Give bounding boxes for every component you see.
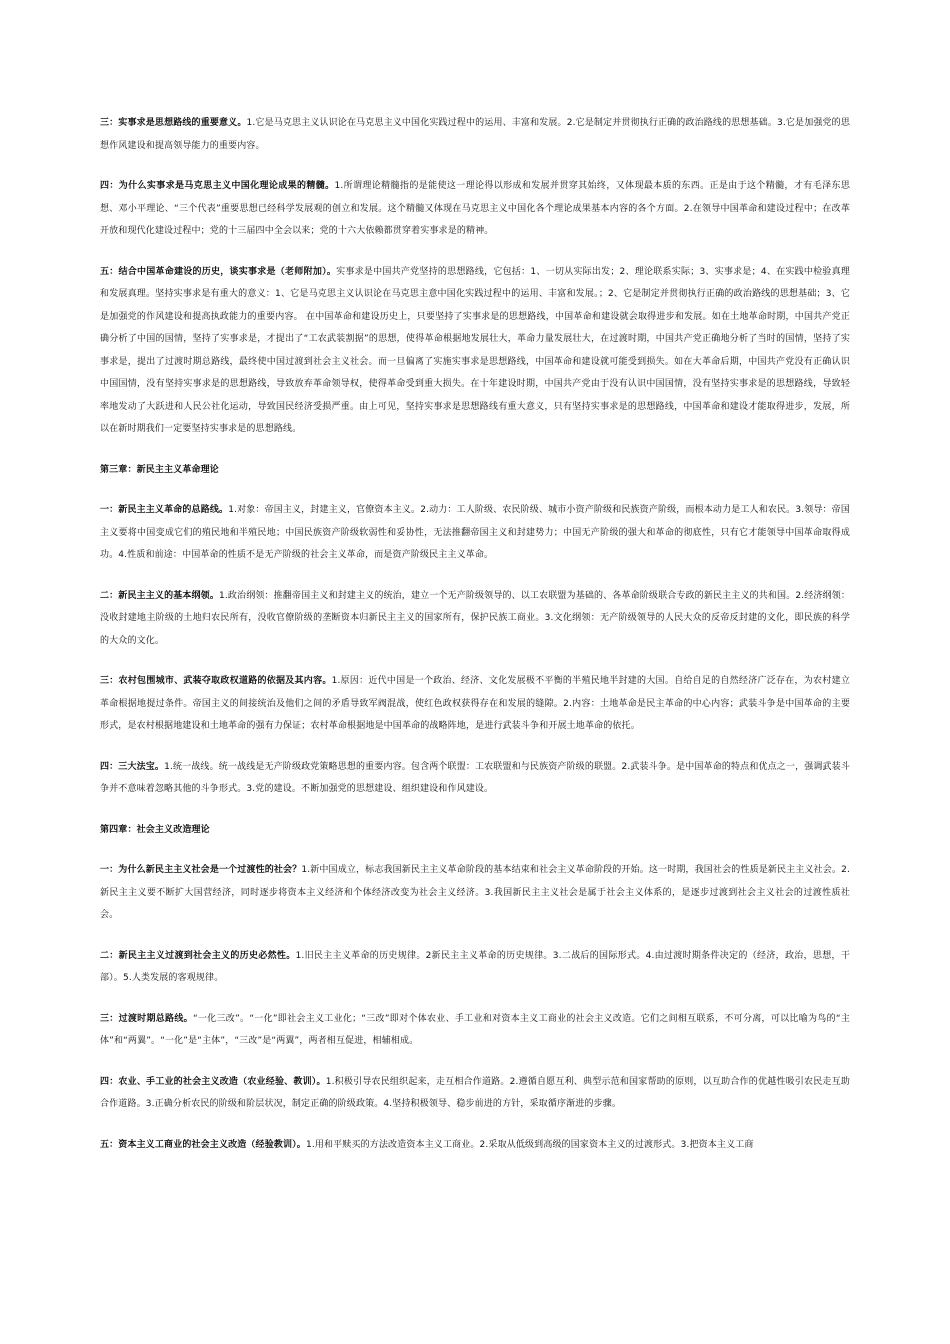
section-title: 四：三大法宝。 xyxy=(100,761,165,772)
section-essence xyxy=(100,175,850,243)
section-body: 1.积极引导农民组织起来，走互相合作道路。2.遵循自愿互利、典型示范和国家帮助的原则，以互助合作的优越性吸引农民走互助合作道路。3.正确分析农民的阶级和阶层状况，制定正确的阶级政策。4.坚持积极领导、稳步前进的方针，采取循序渐进的步骤。 xyxy=(100,1076,850,1109)
section-title: 四：为什么实事求是马克思主义中国化理论成果的精髓。 xyxy=(100,181,335,191)
section-transition-line xyxy=(100,1008,850,1053)
section-practical-meaning xyxy=(100,112,850,157)
section-body: 1.用和平赎买的方法改造资本主义工商业。2.采取从低级到高级的国家资本主义的过渡形式。3.把资本主义工商 xyxy=(305,1139,754,1150)
section-transitional-society xyxy=(100,859,850,927)
section-body: 1.它是马克思主义认识论在马克思主义中国化实践过程中的运用、丰富和发展。2.它是制定并贯彻执行正确的政治路线的思想基础。3.它是加强党的思想作风建设和提高领导能力的重要内容。 xyxy=(100,118,850,151)
section-three-treasures xyxy=(100,756,850,801)
document-body xyxy=(100,112,850,1174)
section-body: 1.统一战线。统一战线是无产阶级政党策略思想的重要内容。包含两个联盟：工农联盟和与民族资产阶级的联盟。2.武装斗争。是中国革命的特点和优点之一，强调武装斗争并不意味着忽略其他的斗争形式。3.党的建设。不断加强党的思想建设、组织建设和作风建设。 xyxy=(100,761,850,794)
section-body: 1.政治纲领：推翻帝国主义和封建主义的统治，建立一个无产阶级领导的、以工农联盟为基础的、各革命阶级联合专政的新民主主义的共和国。2.经济纲领：没收封建地主阶级的土地归农民所有，没收官僚阶级的垄断资本归新民主主义的国家所有，保护民族工商业。3.文化纲领：无产阶级领导的人民大众的反帝反封建的文化，即民族的科学的大众的文化。 xyxy=(100,590,851,646)
section-title: 一：新民主主义革命的总路线。 xyxy=(100,505,229,515)
section-general-line xyxy=(100,499,850,567)
section-title: 二：新民主主义的基本纲领。 xyxy=(100,590,219,601)
section-title: 四：农业、手工业的社会主义改造（农业经验、教训）。 xyxy=(100,1076,326,1087)
chapter-3-heading: 第三章：新民主主义革命理论 xyxy=(100,464,219,475)
section-body: 1.新中国成立，标志我国新民主主义革命阶段的基本结束和社会主义革命阶段的开始。这一时期，我国社会的性质是新民主主义社会。2.新民主主义要不断扩大国营经济，同时逐步将资本主义经济和个体经济改变为社会主义经济。3.我国新民主主义社会是属于社会主义体系的，是逐步过渡到社会主义社会的过渡性质社会。 xyxy=(100,865,850,920)
section-body: 1.原因：近代中国是一个政治、经济、文化发展极不平衡的半殖民地半封建的大国。自给自足的自然经济广泛存在，为农村建立革命根据地提过条件。帝国主义的间接统治及他们之间的矛盾导致军阀混战，使红色政权获得存在和发展的缝隙。2.内容：土地革命是民主革命的中心内容；武装斗争是中国革命的主要形式，是农村根据地建设和土地革命的强有力保证；农村革命根据地是中国革命的战略阵地，是进行武装斗争和开展土地革命的依托。 xyxy=(100,676,850,731)
section-body: 实事求是中国共产党坚持的思想路线，它包括：1、一切从实际出发；2、理论联系实际；3、实事求是；4、在实践中检验真理和发展真理。坚持实事求是有重大的意义：1、它是马克思主义认识论在马克思主意中国化实践过程中的运用、丰富和发展。；2、它是制定并贯彻执行正确的政治路线的思想基础；3、它是加强党的作风建设和提高执政能力的重要内容。 在中国革命和建设历史上，只要坚持了实事求是的思想路线，中国革命和建设就会取得进步和发展。如在土地革命时期，中国共产党正确分析了中国的国情，坚持了实事求是，才提出了“工农武装割据”的思想，使得革命根据地发展壮大，革命力量发展壮大，在过渡时期，中国共产党正确地分析了当时的国情，坚持了实事求是，提出了过渡时期总路线，最终使中国过渡到社会主义社会。而一旦偏离了实施实事求是思想路线，中国革命和建设就可能受到损失。如在大革命后期，中国共产党没有正确认识中国国情，没有坚持实事求是的思想路线，导致放弃革命领导权，使得革命受到重大损失。在十年建设时期，中国共产党由于没有认识中国国情，没有坚持实事求是的思想路线，导致轻率地发动了大跃进和人民公社化运动，导致国民经济受损严重。由上可见，坚持实事求是思想路线有重大意义，只有坚持实事求是的思想路线，中国革命和建设才能取得进步，发展，所以在新时期我们一定要坚持实事求是的思想路线。 xyxy=(100,266,850,434)
section-title: 一：为什么新民主主义社会是一个过渡性的社会？ xyxy=(100,865,302,875)
section-title: 三：农村包围城市、武装夺取政权道路的依据及其内容。 xyxy=(100,676,332,686)
section-title: 五：结合中国革命建设的历史，谈实事求是（老师附加）。 xyxy=(100,266,337,277)
section-title: 二：新民主主义过渡到社会主义的历史必然性。 xyxy=(100,950,296,961)
section-title: 三：实事求是思想路线的重要意义。 xyxy=(100,118,247,128)
section-title: 五：资本主义工商业的社会主义改造（经验教训）。 xyxy=(100,1139,306,1150)
section-history-discussion xyxy=(100,261,850,441)
section-body: 1.对象：帝国主义，封建主义，官僚资本主义。2.动力：工人阶级、农民阶级、城市小资产阶级和民族资产阶级，而根本动力是工人和农民。3.领导：帝国主义要将中国变成它们的殖民地和半殖民地；中国民族资产阶级软弱性和妥协性，无法推翻帝国主义和封建势力；中国无产阶级的强大和革命的彻底性，只有它才能领导中国革命取得成功。4.性质和前途：中国革命的性质不是无产阶级的社会主义革命，而是资产阶级民主主义革命。 xyxy=(100,505,850,560)
section-body: “一化三改”。“一化”即社会主义工业化；“三改”即对个体农业、手工业和对资本主义工商业的社会主义改造。它们之间相互联系，不可分离，可以比喻为鸟的“主体”和“两翼”。“一化”是“主体”，“三改”是“两翼”，两者相互促进，相辅相成。 xyxy=(100,1013,850,1046)
section-body: 1.旧民主主义革命的历史规律。2新民主主义革命的历史规律。3.二战后的国际形式。4.由过渡时期条件决定的（经济，政治，思想，干部）。5.人类发展的客观规律。 xyxy=(100,950,850,983)
section-body: 1.所谓理论精髓指的是能使这一理论得以形成和发展并贯穿其始终，又体现最本质的东西。正是由于这个精髓，才有毛泽东思想、邓小平理论、“三个代表”重要思想已经科学发展观的创立和发展。这个精髓又体现在马克思主义中国化各个理论成果基本内容的各个方面。2.在领导中国革命和建设过程中；在改革开放和现代化建设过程中；党的十三届四中全会以来；党的十六大依赖都贯穿着实事求是的精神。 xyxy=(100,181,850,236)
section-title: 三：过渡时期总路线。 xyxy=(100,1013,193,1024)
section-agriculture-reform xyxy=(100,1071,850,1116)
section-historical-necessity xyxy=(100,945,850,990)
section-basic-program xyxy=(100,585,850,653)
chapter-4-heading: 第四章：社会主义改造理论 xyxy=(100,824,210,835)
section-commerce-reform xyxy=(100,1134,850,1157)
section-rural-encirclement xyxy=(100,670,850,738)
